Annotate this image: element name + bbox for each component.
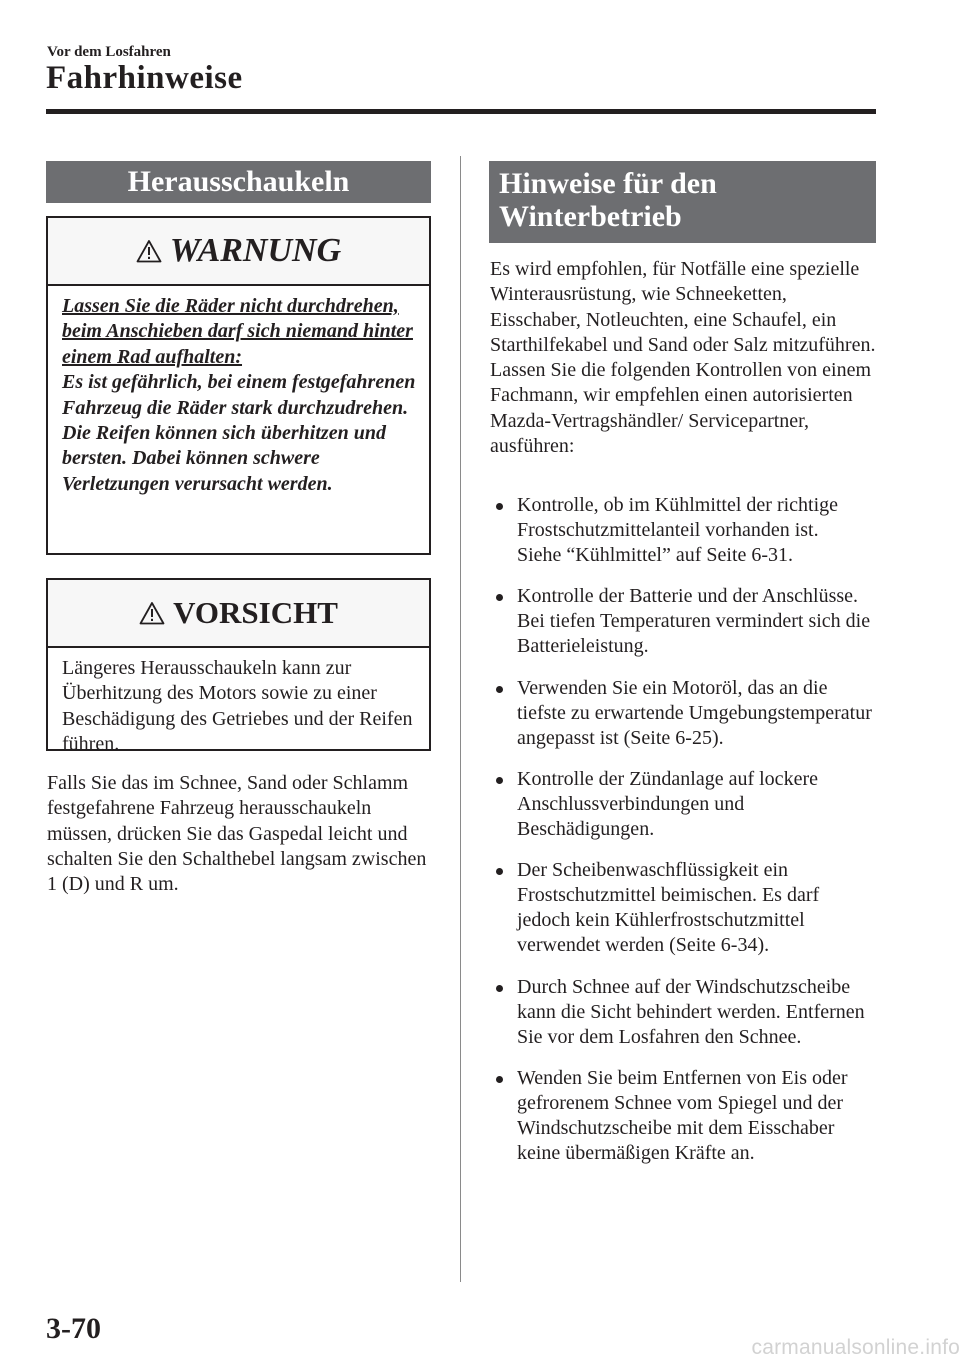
page-title: Fahrhinweise bbox=[46, 60, 243, 96]
winter-intro bbox=[490, 257, 876, 459]
list-item: Verwenden Sie ein Motoröl, das an die tiefste zu erwartende Umgebungstemperatur angepasst ist (Seite 6-25). bbox=[490, 676, 876, 751]
column-divider bbox=[460, 156, 461, 1282]
intro-paragraph-1: Es wird empfohlen, für Notfälle eine spezielle Winterausrüstung, wie Schneeketten, Eisschaber, Notleuchten, eine Schaufel, ein Starthilfekabel und Sand oder Salz mitzuführen. bbox=[490, 258, 876, 356]
cross-reference: Siehe “Kühlmittel” auf Seite 6-31. bbox=[517, 544, 794, 567]
warning-text bbox=[48, 286, 429, 497]
warning-underlined-text: Lassen Sie die Räder nicht durchdrehen, beim Anschieben darf sich niemand hinter einem Rad aufhalten: bbox=[62, 295, 413, 368]
list-item: Wenden Sie beim Entfernen von Eis oder gefrorenem Schnee vom Spiegel und der Windschutzscheibe mit dem Eisschaber keine übermäßigen Kräfte an. bbox=[490, 1066, 876, 1166]
watermark: carmanualsonline.info bbox=[751, 1336, 960, 1359]
warning-box bbox=[46, 216, 431, 555]
section-title-line-2: Winterbetrieb bbox=[499, 200, 682, 233]
warning-label: WARNUNG bbox=[169, 232, 342, 269]
page-number: 3-70 bbox=[46, 1312, 101, 1345]
caution-text: Längeres Herausschaukeln kann zur Überhitzung des Motors sowie zu einer Beschädigung des Getriebes und der Reifen führen. bbox=[62, 657, 413, 756]
warning-triangle-icon bbox=[139, 601, 165, 625]
list-item: Kontrolle der Zündanlage auf lockere Anschlussverbindungen und Beschädigungen. bbox=[490, 767, 876, 842]
list-item: Kontrolle, ob im Kühlmittel der richtige Frostschutzmittelanteil vorhanden ist. Siehe “Kühlmittel” auf Seite 6-31. bbox=[490, 493, 876, 568]
list-item: Kontrolle der Batterie und der Anschlüsse. Bei tiefen Temperaturen vermindert sich die Batterieleistung. bbox=[490, 584, 876, 659]
caution-header bbox=[48, 580, 429, 648]
caution-box bbox=[46, 578, 431, 756]
warning-triangle-icon bbox=[136, 239, 162, 263]
list-item: Der Scheibenwaschflüssigkeit ein Frostschutzmittel beimischen. Es darf jedoch kein Kühlerfrostschutzmittel verwendet werden (Seite 6-34). bbox=[490, 858, 876, 958]
header-rule bbox=[46, 109, 876, 114]
warning-header bbox=[48, 218, 429, 286]
warning-detail-text: Es ist gefährlich, bei einem festgefahrenen Fahrzeug die Räder stark durchzudrehen. Die Reifen können sich überhitzen und bersten. Dabei können schwere Verletzungen verursacht werden. bbox=[62, 371, 416, 495]
bullet-icon bbox=[496, 686, 503, 693]
rocking-instructions-paragraph: Falls Sie das im Schnee, Sand oder Schlamm festgefahrene Fahrzeug herausschaukeln müssen, drücken Sie das Gaspedal leicht und schalten Sie den Schalthebel langsam zwischen 1 (D) und R um. bbox=[47, 772, 427, 896]
bullet-icon bbox=[496, 868, 503, 875]
section-title-winterbetrieb bbox=[489, 161, 876, 243]
bullet-icon bbox=[496, 503, 503, 510]
section-title-herausschaukeln: Herausschaukeln bbox=[46, 161, 431, 203]
intro-paragraph-2: Lassen Sie die folgenden Kontrollen von einem Fachmann, wir empfehlen einen autorisierten Mazda-Vertragshändler/ Servicepartner, ausführen: bbox=[490, 359, 872, 458]
chapter-label: Vor dem Losfahren bbox=[47, 44, 171, 60]
caution-label: VORSICHT bbox=[173, 595, 338, 630]
bullet-icon bbox=[496, 594, 503, 601]
bullet-icon bbox=[496, 985, 503, 992]
bullet-icon bbox=[496, 777, 503, 784]
winter-checklist bbox=[490, 493, 876, 1182]
list-item: Durch Schnee auf der Windschutzscheibe kann die Sicht behindert werden. Entfernen Sie vor dem Losfahren den Schnee. bbox=[490, 975, 876, 1050]
bullet-icon bbox=[496, 1076, 503, 1083]
section-title-line-1: Hinweise für den bbox=[499, 167, 717, 200]
